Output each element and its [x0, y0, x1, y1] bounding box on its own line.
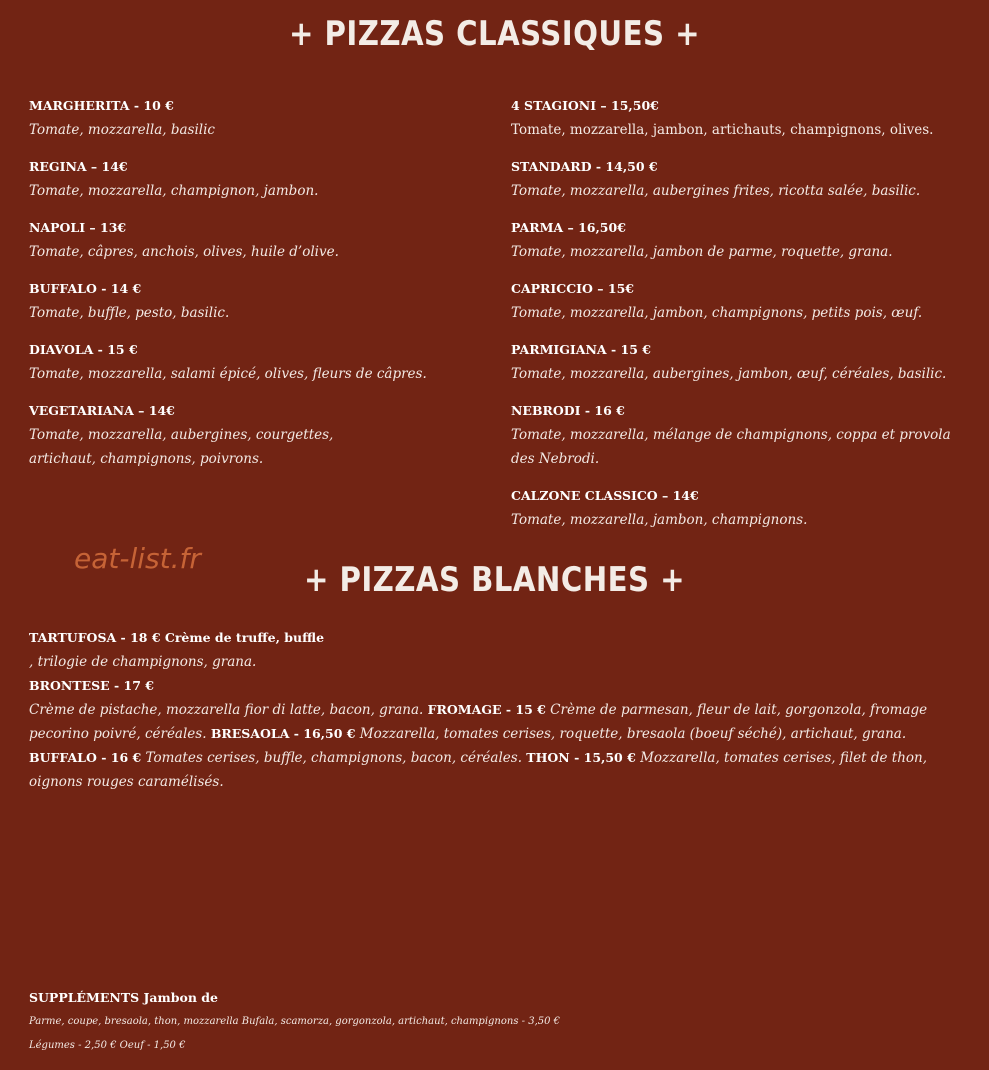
menu-item-desc: Tomate, mozzarella, aubergines, courgettes, artichaut, champignons, poivrons. — [29, 427, 334, 467]
supplements-block — [29, 986, 929, 1058]
menu-item-desc: Tomates cerises, buffle, champignons, bacon, céréales. — [145, 750, 522, 766]
menu-item-name: DIAVOLA - 15 € — [29, 342, 138, 357]
menu-item-name: 4 STAGIONI – 15,50€ — [511, 98, 659, 113]
menu-item-name: BRESAOLA - 16,50 € — [210, 726, 356, 741]
blanches-paragraph — [29, 698, 929, 794]
menu-item-name: BUFFALO - 14 € — [29, 281, 142, 296]
menu-item-desc: Mozzarella, tomates cerises, filet de thon, oignons rouges caramélisés. — [29, 750, 928, 790]
menu-item-name: NAPOLI – 13€ — [29, 220, 127, 235]
menu-item-name: CALZONE CLASSICO – 14€ — [511, 488, 699, 503]
menu-item-desc: Tomate, mozzarella, jambon, champignons, petits pois, œuf. — [511, 305, 923, 321]
section-title-blanches: + PIZZAS BLANCHES + — [303, 560, 686, 600]
menu-item-desc: Tomate, mozzarella, aubergines, jambon, œuf, céréales, basilic. — [511, 366, 947, 382]
supplements-line: Légumes - 2,50 € Oeuf - 1,50 € — [29, 1040, 186, 1051]
menu-item-desc: Tomate, mozzarella, jambon, artichauts, champignons, olives. — [511, 122, 934, 138]
menu-item-name: TARTUFOSA - 18 € Crème de truffe, buffle — [29, 630, 325, 645]
menu-item-name: NEBRODI - 16 € — [511, 403, 625, 418]
menu-item — [511, 338, 951, 386]
menu-item-name: FROMAGE - 15 € — [427, 702, 546, 717]
menu-item — [511, 399, 951, 471]
menu-item — [511, 94, 951, 142]
menu-item-desc: Mozzarella, tomates cerises, roquette, bresaola (boeuf séché), artichaut, grana. — [359, 726, 907, 742]
menu-item-desc: Tomate, mozzarella, mélange de champignons, coppa et provola des Nebrodi. — [511, 427, 951, 467]
watermark-text: eat-list.fr — [74, 542, 201, 575]
menu-item-desc: Tomate, buffle, pesto, basilic. — [29, 305, 230, 321]
section-title-classiques: + PIZZAS CLASSIQUES + — [288, 14, 700, 54]
menu-item — [511, 155, 951, 203]
menu-item-desc: Crème de pistache, mozzarella fior di latte, bacon, grana. — [29, 702, 424, 718]
menu-item — [29, 338, 469, 386]
menu-item — [29, 216, 469, 264]
menu-item-desc: Tomate, mozzarella, salami épicé, olives, fleurs de câpres. — [29, 366, 427, 382]
classiques-right-column — [511, 94, 951, 545]
menu-item-desc: Tomate, mozzarella, jambon, champignons. — [511, 512, 808, 528]
menu-item — [29, 277, 469, 325]
supplements-title: SUPPLÉMENTS Jambon de — [29, 990, 218, 1005]
menu-item-desc: Crème de parmesan, fleur de lait, gorgonzola, fromage pecorino poivré, céréales. — [29, 702, 928, 742]
menu-item-name: VEGETARIANA – 14€ — [29, 403, 175, 418]
menu-item-name: CAPRICCIO – 15€ — [511, 281, 634, 296]
menu-item-desc: Tomate, mozzarella, basilic — [29, 122, 215, 138]
supplements-line: Parme, coupe, bresaola, thon, mozzarella Bufala, scamorza, gorgonzola, artichaut, champignons - 3,50 € — [29, 1016, 561, 1027]
menu-item-desc: Tomate, mozzarella, aubergines frites, ricotta salée, basilic. — [511, 183, 921, 199]
menu-item — [29, 94, 469, 142]
menu-item — [511, 216, 951, 264]
menu-item — [29, 399, 469, 471]
menu-item-desc: Tomate, câpres, anchois, olives, huile d’olive. — [29, 244, 339, 260]
menu-item — [511, 484, 951, 532]
menu-item-name: PARMA – 16,50€ — [511, 220, 626, 235]
menu-item-name: REGINA – 14€ — [29, 159, 128, 174]
menu-item-name: MARGHERITA - 10 € — [29, 98, 174, 113]
menu-item-desc: , trilogie de champignons, grana. — [29, 654, 257, 670]
menu-item-desc: Tomate, mozzarella, jambon de parme, roquette, grana. — [511, 244, 893, 260]
menu-item — [29, 155, 469, 203]
menu-item-desc: Tomate, mozzarella, champignon, jambon. — [29, 183, 319, 199]
menu-item-name: PARMIGIANA - 15 € — [511, 342, 651, 357]
menu-item-name: STANDARD - 14,50 € — [511, 159, 658, 174]
menu-item — [511, 277, 951, 325]
menu-item-name: BUFFALO - 16 € — [29, 750, 142, 765]
menu-item-name: BRONTESE - 17 € — [29, 678, 154, 693]
menu-item-name: THON - 15,50 € — [526, 750, 636, 765]
classiques-left-column — [29, 94, 469, 484]
blanches-block — [29, 626, 929, 794]
